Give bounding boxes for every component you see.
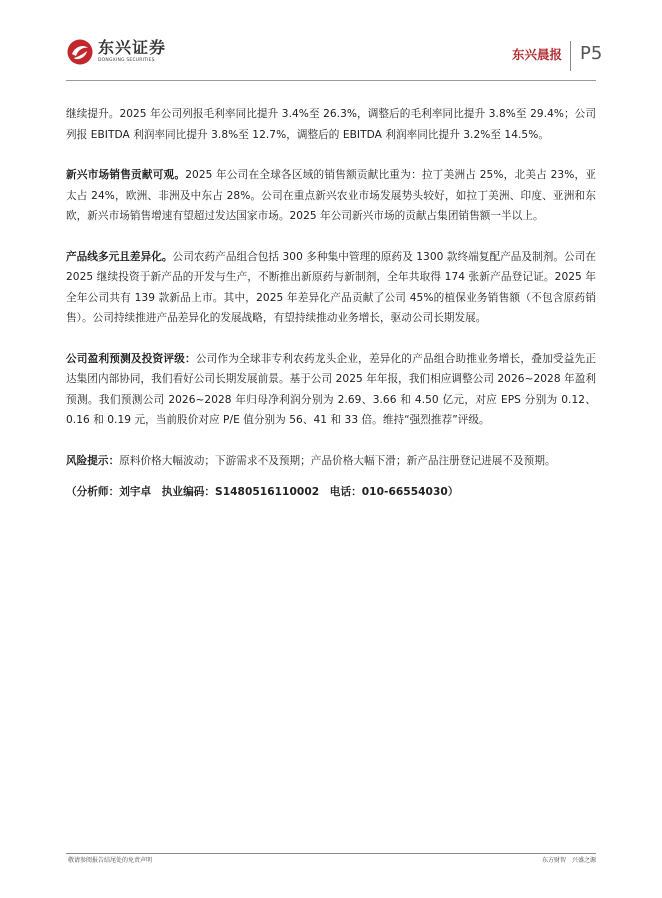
footer-disclaimer: 敬请参阅报告结尾处的免责声明 — [68, 857, 153, 864]
paragraph-body: 公司作为全球非专利农药龙头企业，差异化的产品组合助推业务增长，叠加受益先正达集团内部协同，我们看好公司长期发展前景。基于公司 2025 年年报，我们相应调整公司 2026~2028 年盈利预测。我们预测公司 2026~2028 年归母净利润分别为 2.69、3.66 和 4.50 亿元，对应 EPS 分别为 0.12、0.16 和 0.19 元，当前股价对应 P/E 值分别为 56、41 和 33 倍。维持“强烈推荐”评级。 — [66, 352, 596, 426]
paragraph-heading: 公司盈利预测及投资评级： — [66, 352, 196, 365]
report-name: 东兴晨报 — [512, 47, 563, 62]
paragraph-body: 2025 年公司在全球各区域的销售额贡献比重为：拉丁美洲占 25%，北美占 23%，亚太占 24%，欧洲、非洲及中东占 28%。公司在重点新兴农业市场发展势头较好，如拉丁美洲、印度、亚洲和东欧，新兴市场销售增速有望超过发达国家市场。2025 年公司新兴市场的贡献占集团销售额一半以上。 — [66, 169, 596, 222]
paragraph-forecast-rating — [66, 349, 596, 431]
report-body — [66, 104, 596, 502]
company-logo — [66, 38, 186, 72]
report-header — [0, 0, 662, 85]
paragraph-body: 继续提升。2025 年公司列报毛利率同比提升 3.4%至 26.3%，调整后的毛利率同比提升 3.8%至 29.4%；公司列报 EBITDA 利润率同比提升 3.8%至 12.7%，调整后的 EBITDA 利润率同比提升 3.2%至 14.5%。 — [66, 108, 596, 141]
logo-text-cn: 东兴证券 — [98, 38, 167, 57]
footer-rule — [66, 853, 596, 854]
analyst-info: （分析师：刘宇卓 执业编码：S1480516110002 电话：010-66554030） — [66, 486, 459, 498]
paragraph-heading: 风险提示： — [66, 454, 120, 467]
paragraph-product-lines — [66, 247, 596, 329]
paragraph-body: 公司农药产品组合包括 300 多种集中管理的原药及 1300 款终端复配产品及制剂。公司在 2025 继续投资于新产品的开发与生产，不断推出新原药与新制剂，全年共取得 174 张新产品登记证。2025 年全年公司共有 139 款新品上市。其中，2025 年差异化产品贡献了公司 45%的植保业务销售额（不包含原药销售）。公司持续推进产品差异化的发展战略，有望持续推动业务增长，驱动公司长期发展。 — [66, 250, 597, 324]
paragraph-emerging-markets — [66, 165, 596, 227]
header-rule — [66, 80, 596, 81]
paragraph-body: 原料价格大幅波动；下游需求不及预期；产品价格大幅下滑；新产品注册登记进展不及预期。 — [119, 454, 556, 467]
footer-slogan: 东方财智 兴盛之源 — [541, 857, 596, 864]
paragraph-heading: 产品线多元且差异化。 — [66, 250, 173, 263]
paragraph-heading: 新兴市场销售贡献可观。 — [66, 169, 186, 181]
logo-icon — [66, 38, 94, 66]
logo-text-en: DONGXING SECURITIES — [98, 58, 155, 63]
paragraph-risk-warning — [66, 451, 596, 472]
header-divider — [570, 41, 571, 71]
paragraph-margin-continuation — [66, 104, 596, 145]
page-number: P5 — [580, 43, 603, 64]
